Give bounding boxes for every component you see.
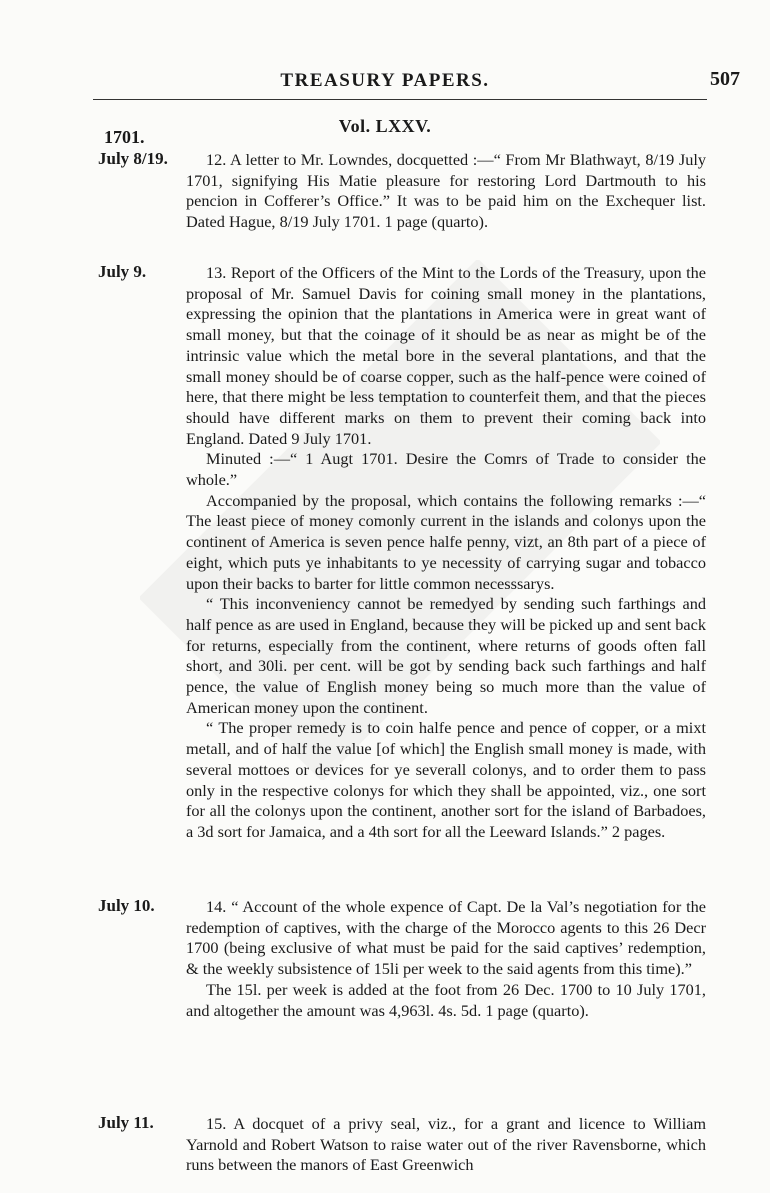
entry-date: July 8/19. bbox=[98, 149, 168, 168]
running-head bbox=[0, 66, 770, 98]
running-title: TREASURY PAPERS. bbox=[280, 70, 490, 91]
entry-paragraph: 13. Report of the Officers of the Mint to the Lords of the Treasury, upon the proposal of Mr. Samuel Davis for coining small money in the plantations, expressing the opinion that the plantations in America were in great want of small money, but that the coinage of it should be as near as might be of the intrinsic value which the metal bore in the several plantations, and that the small money should be of coarse copper, such as the half-pence were coined of here, that there might be less temptation to counterfeit them, and that the pieces should have different marks on them to prevent their coming back into England. Dated 9 July 1701. bbox=[186, 263, 706, 448]
quote-paragraph: “ This inconveniency cannot be remedyed by sending such farthings and half pence as are used in England, because they will be picked up and sent back for returns, especially from the continent, where returns of goods often fall short, and 30li. per cent. will be got by sending back such farthings and half pence, the value of English money being so much more than the value of American money upon the continent. bbox=[186, 594, 706, 717]
minute-paragraph: Minuted :—“ 1 Augt 1701. Desire the Comrs of Trade to consider the whole.” bbox=[186, 449, 706, 490]
entry-date: July 9. bbox=[98, 262, 147, 281]
margin-year: 1701. bbox=[104, 127, 145, 147]
entry-paragraph: 14. “ Account of the whole expence of Capt. De la Val’s negotiation for the redemption of captives, with the charge of the Morocco agents to this 26 Decr 1700 (being exclusive of what must be paid for the said captives’ redemption, & the weekly subsistence of 15li per week to the said agents from this time).” bbox=[186, 897, 706, 979]
entry-date: July 11. bbox=[98, 1113, 154, 1132]
quote-paragraph: “ The proper remedy is to coin halfe pence and pence of copper, or a mixt metall, and of half the value [of which] the English small money is made, with several mottoes or devices for ye severall colonys, and to order them to pass only in the respective colonys for which they shall be appointed, viz., one sort for all the colonys upon the continent, another sort for the island of Barbadoes, a 3d sort for Jamaica, and a 4th sort for all the Leeward Islands.” 2 pages. bbox=[186, 718, 706, 841]
entry-paragraph: 15. A docquet of a privy seal, viz., for a grant and licence to William Yarnold and Robert Watson to raise water out of the river Ravensborne, which runs between the manors of East Greenwich bbox=[186, 1114, 706, 1175]
entry-paragraph: The 15l. per week is added at the foot from 26 Dec. 1700 to 10 July 1701, and altogether the amount was 4,963l. 4s. 5d. 1 page (quarto). bbox=[186, 979, 706, 1020]
entry-12 bbox=[186, 150, 706, 233]
entry-13 bbox=[186, 263, 706, 843]
entry-paragraph: 12. A letter to Mr. Lowndes, docquetted :—“ From Mr Blathwayt, 8/19 July 1701, signifying His Matie pleasure for restoring Lord Dartmouth to his pencion in Cofferer’s Office.” It was to be paid him on the Exchequer list. Dated Hague, 8/19 July 1701. 1 page (quarto). bbox=[186, 150, 706, 232]
page-number: 507 bbox=[710, 68, 740, 90]
entry-14 bbox=[186, 897, 706, 1021]
volume-heading: Vol. LXXV. bbox=[338, 116, 432, 136]
entry-paragraph: Accompanied by the proposal, which contains the following remarks :—“ The least piece of money comonly current in the islands and colonys upon the continent of America is seven pence halfe penny, vizt, an 8th part of a piece of eight, which puts ye inhabitants to ye necessity of carrying sugar and tobacco upon their backs to barter for little common necesssarys. bbox=[186, 490, 706, 593]
entry-date: July 10. bbox=[98, 896, 155, 915]
entry-15 bbox=[186, 1114, 706, 1176]
header-rule bbox=[93, 99, 707, 100]
